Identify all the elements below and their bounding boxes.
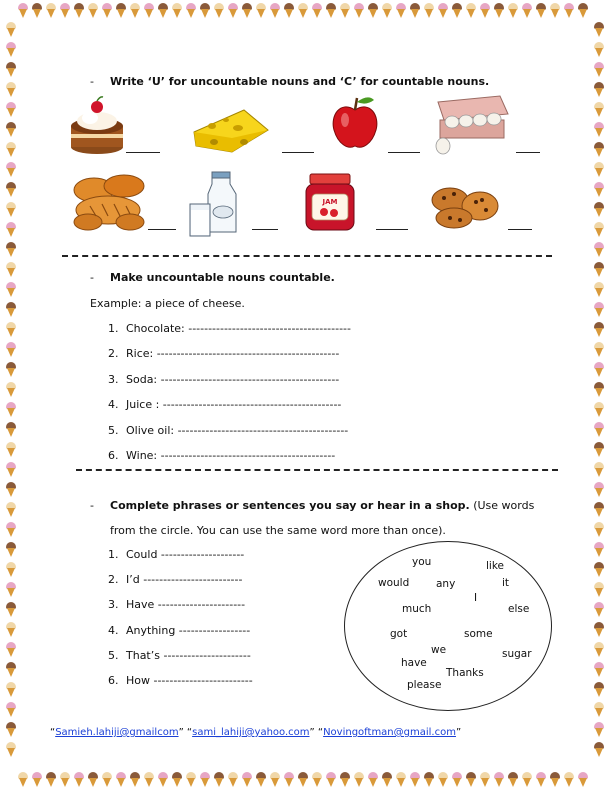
ice-cream-icon (594, 402, 604, 417)
section3-item-how[interactable]: How ------------------------- (126, 674, 253, 687)
ice-cream-icon (594, 382, 604, 397)
ice-cream-icon (228, 3, 238, 18)
ice-cream-icon (6, 522, 16, 537)
ice-cream-icon (242, 772, 252, 787)
cake-blank[interactable] (126, 152, 160, 153)
ice-cream-icon (214, 3, 224, 18)
ice-cream-icon (6, 382, 16, 397)
section2-item-rice[interactable]: Rice: ---------------------------------------------- (126, 347, 340, 360)
section3-instruction (110, 499, 534, 512)
section3-item-id[interactable]: I’d ------------------------- (126, 573, 243, 586)
ice-cream-icon (18, 3, 28, 18)
ice-cream-icon (6, 42, 16, 57)
ice-cream-icon (564, 3, 574, 18)
bread-picture (70, 170, 148, 234)
ice-cream-icon (340, 772, 350, 787)
ice-cream-icon (396, 3, 406, 18)
ice-cream-icon (594, 662, 604, 677)
ice-cream-icon (594, 242, 604, 257)
ice-cream-icon (88, 772, 98, 787)
ice-cream-icon (354, 3, 364, 18)
ice-cream-icon (214, 772, 224, 787)
ice-cream-icon (438, 3, 448, 18)
ice-cream-icon (6, 202, 16, 217)
section2-item-number: 4. (108, 398, 119, 411)
ice-cream-icon (594, 442, 604, 457)
ice-cream-icon (564, 772, 574, 787)
section2-instruction: Make uncountable nouns countable. (110, 271, 335, 284)
ice-cream-icon (6, 322, 16, 337)
ice-cream-icon (6, 102, 16, 117)
section1-instruction: Write ‘U’ for uncountable nouns and ‘C’ for countable nouns. (110, 75, 490, 88)
section2-item-olive-oil[interactable]: Olive oil: ------------------------------------------- (126, 424, 349, 437)
ice-cream-icon (32, 772, 42, 787)
section3-instruction-line2: from the circle. You can use the same word more than once). (110, 524, 446, 537)
ice-cream-icon (270, 3, 280, 18)
ice-cream-icon (368, 772, 378, 787)
ice-cream-icon (536, 772, 546, 787)
footer-quote: ” (455, 727, 462, 738)
footer-email-novin[interactable]: Novingoftman@gmail.com (323, 727, 456, 738)
section3-item-number: 6. (108, 674, 119, 687)
separator-1 (62, 255, 552, 257)
ice-cream-icon (368, 3, 378, 18)
ice-cream-icon (594, 162, 604, 177)
ice-cream-icon (452, 3, 462, 18)
section3-instruction-rest: (Use words (469, 499, 535, 512)
milk-picture (188, 170, 242, 240)
ice-cream-icon (410, 3, 420, 18)
ice-cream-icon (382, 3, 392, 18)
ice-cream-icon (594, 262, 604, 277)
ice-cream-icon (594, 502, 604, 517)
circle-word-got: got (390, 628, 408, 640)
section3-item-number: 3. (108, 598, 119, 611)
jam-blank[interactable] (376, 229, 408, 230)
ice-cream-icon (186, 3, 196, 18)
ice-cream-border-bottom (0, 770, 612, 790)
ice-cream-icon (46, 3, 56, 18)
ice-cream-icon (550, 3, 560, 18)
cookies-picture (430, 180, 502, 230)
ice-cream-icon (382, 772, 392, 787)
ice-cream-icon (6, 242, 16, 257)
ice-cream-icon (60, 3, 70, 18)
ice-cream-border-left (0, 0, 20, 792)
eggs-picture (430, 94, 510, 156)
ice-cream-icon (6, 222, 16, 237)
ice-cream-icon (116, 772, 126, 787)
ice-cream-icon (508, 772, 518, 787)
section2-item-soda[interactable]: Soda: --------------------------------------------- (126, 373, 340, 386)
section3-item-number: 2. (108, 573, 119, 586)
ice-cream-icon (116, 3, 126, 18)
ice-cream-border-right (590, 0, 610, 792)
section1-bullet: - (90, 75, 94, 88)
ice-cream-icon (594, 722, 604, 737)
ice-cream-icon (340, 3, 350, 18)
ice-cream-icon (6, 702, 16, 717)
ice-cream-icon (256, 772, 266, 787)
section3-item-number: 5. (108, 649, 119, 662)
footer-email-gmail[interactable]: Samieh.lahiji@gmailcom (55, 727, 179, 738)
ice-cream-icon (172, 3, 182, 18)
ice-cream-icon (594, 202, 604, 217)
circle-word-thanks: Thanks (446, 667, 484, 679)
footer-quote: “ (50, 727, 56, 738)
ice-cream-icon (130, 772, 140, 787)
section2-item-number: 3. (108, 373, 119, 386)
ice-cream-icon (6, 22, 16, 37)
footer-email-yahoo[interactable]: sami_lahiji@yahoo.com (192, 727, 310, 738)
section3-instruction-bold: Complete phrases or sentences you say or hear in a shop. (110, 499, 470, 512)
cookies-blank[interactable] (508, 229, 532, 230)
ice-cream-icon (594, 462, 604, 477)
ice-cream-icon (594, 682, 604, 697)
ice-cream-icon (172, 772, 182, 787)
ice-cream-icon (594, 642, 604, 657)
ice-cream-icon (284, 3, 294, 18)
ice-cream-icon (494, 3, 504, 18)
circle-word-please: please (407, 679, 442, 691)
ice-cream-icon (228, 772, 238, 787)
ice-cream-icon (6, 562, 16, 577)
ice-cream-icon (6, 302, 16, 317)
apple-blank[interactable] (388, 152, 420, 153)
ice-cream-icon (130, 3, 140, 18)
ice-cream-icon (594, 22, 604, 37)
ice-cream-icon (578, 772, 588, 787)
ice-cream-icon (144, 3, 154, 18)
ice-cream-icon (594, 342, 604, 357)
ice-cream-icon (594, 42, 604, 57)
ice-cream-icon (594, 302, 604, 317)
ice-cream-icon (312, 3, 322, 18)
section3-item-thats[interactable]: That’s ---------------------- (126, 649, 251, 662)
circle-word-you: you (412, 556, 432, 568)
ice-cream-icon (102, 3, 112, 18)
circle-word-it: it (502, 577, 510, 589)
section3-item-could[interactable]: Could --------------------- (126, 548, 245, 561)
ice-cream-icon (6, 502, 16, 517)
section3-item-anything[interactable]: Anything ------------------ (126, 624, 251, 637)
jam-picture (302, 170, 358, 234)
ice-cream-icon (6, 362, 16, 377)
ice-cream-icon (424, 3, 434, 18)
ice-cream-icon (6, 182, 16, 197)
ice-cream-icon (200, 3, 210, 18)
circle-word-like: like (486, 560, 505, 572)
ice-cream-icon (6, 142, 16, 157)
ice-cream-icon (466, 772, 476, 787)
ice-cream-icon (594, 362, 604, 377)
ice-cream-icon (594, 182, 604, 197)
section2-item-wine[interactable]: Wine: -------------------------------------------- (126, 449, 336, 462)
ice-cream-icon (6, 542, 16, 557)
ice-cream-icon (298, 3, 308, 18)
ice-cream-icon (480, 772, 490, 787)
ice-cream-icon (6, 642, 16, 657)
circle-word-any: any (436, 578, 456, 590)
ice-cream-icon (256, 3, 266, 18)
word-circle (344, 541, 552, 711)
section3-item-number: 4. (108, 624, 119, 637)
ice-cream-icon (594, 142, 604, 157)
ice-cream-icon (60, 772, 70, 787)
ice-cream-icon (594, 82, 604, 97)
ice-cream-icon (74, 3, 84, 18)
ice-cream-icon (6, 422, 16, 437)
circle-word-i: I (474, 592, 478, 604)
section2-item-number: 6. (108, 449, 119, 462)
ice-cream-icon (6, 622, 16, 637)
ice-cream-icon (6, 82, 16, 97)
ice-cream-icon (6, 742, 16, 757)
ice-cream-icon (594, 222, 604, 237)
ice-cream-icon (242, 3, 252, 18)
ice-cream-icon (594, 122, 604, 137)
ice-cream-icon (6, 62, 16, 77)
milk-blank[interactable] (252, 229, 278, 230)
ice-cream-icon (298, 772, 308, 787)
ice-cream-icon (326, 772, 336, 787)
ice-cream-icon (594, 582, 604, 597)
ice-cream-icon (200, 772, 210, 787)
ice-cream-icon (144, 772, 154, 787)
section2-item-number: 2. (108, 347, 119, 360)
ice-cream-icon (354, 772, 364, 787)
section2-item-juice[interactable]: Juice : --------------------------------------------- (126, 398, 342, 411)
ice-cream-icon (6, 462, 16, 477)
circle-word-we: we (431, 644, 447, 656)
separator-2 (76, 469, 558, 471)
footer-quote: ” “ (178, 727, 193, 738)
ice-cream-icon (6, 682, 16, 697)
ice-cream-icon (102, 772, 112, 787)
ice-cream-icon (270, 772, 280, 787)
ice-cream-icon (74, 772, 84, 787)
circle-word-much: much (402, 603, 432, 615)
circle-word-some: some (464, 628, 493, 640)
ice-cream-icon (594, 702, 604, 717)
circle-word-have: have (401, 657, 427, 669)
ice-cream-icon (46, 772, 56, 787)
cheese-blank[interactable] (282, 152, 314, 153)
section2-item-number: 5. (108, 424, 119, 437)
ice-cream-icon (594, 622, 604, 637)
ice-cream-icon (594, 422, 604, 437)
ice-cream-icon (522, 3, 532, 18)
ice-cream-icon (578, 3, 588, 18)
ice-cream-icon (594, 482, 604, 497)
ice-cream-icon (396, 772, 406, 787)
ice-cream-icon (508, 3, 518, 18)
ice-cream-icon (594, 562, 604, 577)
ice-cream-icon (32, 3, 42, 18)
ice-cream-icon (494, 772, 504, 787)
ice-cream-icon (466, 3, 476, 18)
ice-cream-icon (18, 772, 28, 787)
ice-cream-icon (186, 772, 196, 787)
circle-word-sugar: sugar (502, 648, 532, 660)
ice-cream-icon (594, 602, 604, 617)
ice-cream-icon (594, 282, 604, 297)
ice-cream-icon (312, 772, 322, 787)
circle-word-would: would (378, 577, 410, 589)
ice-cream-icon (594, 742, 604, 757)
ice-cream-icon (158, 3, 168, 18)
ice-cream-icon (480, 3, 490, 18)
ice-cream-icon (522, 772, 532, 787)
section3-bullet: - (90, 499, 94, 512)
eggs-blank[interactable] (516, 152, 540, 153)
ice-cream-icon (6, 662, 16, 677)
ice-cream-icon (452, 772, 462, 787)
footer-emails (50, 727, 461, 738)
ice-cream-icon (594, 522, 604, 537)
footer-quote: ” “ (309, 727, 324, 738)
ice-cream-icon (326, 3, 336, 18)
ice-cream-icon (424, 772, 434, 787)
ice-cream-icon (594, 542, 604, 557)
section2-bullet: - (90, 271, 94, 284)
svg-text:JAM: JAM (322, 198, 338, 206)
bread-blank[interactable] (148, 229, 176, 230)
ice-cream-icon (6, 722, 16, 737)
ice-cream-icon (6, 282, 16, 297)
ice-cream-icon (438, 772, 448, 787)
ice-cream-icon (410, 772, 420, 787)
apple-picture (330, 94, 380, 152)
ice-cream-icon (6, 262, 16, 277)
ice-cream-icon (594, 102, 604, 117)
ice-cream-icon (6, 122, 16, 137)
circle-word-else: else (508, 603, 530, 615)
cheese-picture (192, 108, 270, 154)
ice-cream-border-top (0, 0, 612, 20)
section2-item-number: 1. (108, 322, 119, 335)
ice-cream-icon (536, 3, 546, 18)
ice-cream-icon (284, 772, 294, 787)
ice-cream-icon (594, 62, 604, 77)
section3-item-have[interactable]: Have ---------------------- (126, 598, 246, 611)
section2-item-chocolate[interactable]: Chocolate: ----------------------------------------- (126, 322, 351, 335)
ice-cream-icon (6, 402, 16, 417)
ice-cream-icon (88, 3, 98, 18)
section3-item-number: 1. (108, 548, 119, 561)
ice-cream-icon (6, 442, 16, 457)
cake-picture (68, 96, 126, 156)
ice-cream-icon (6, 162, 16, 177)
section2-example: Example: a piece of cheese. (90, 297, 245, 310)
ice-cream-icon (6, 342, 16, 357)
ice-cream-icon (6, 482, 16, 497)
ice-cream-icon (158, 772, 168, 787)
ice-cream-icon (6, 582, 16, 597)
ice-cream-icon (6, 602, 16, 617)
ice-cream-icon (550, 772, 560, 787)
ice-cream-icon (594, 322, 604, 337)
